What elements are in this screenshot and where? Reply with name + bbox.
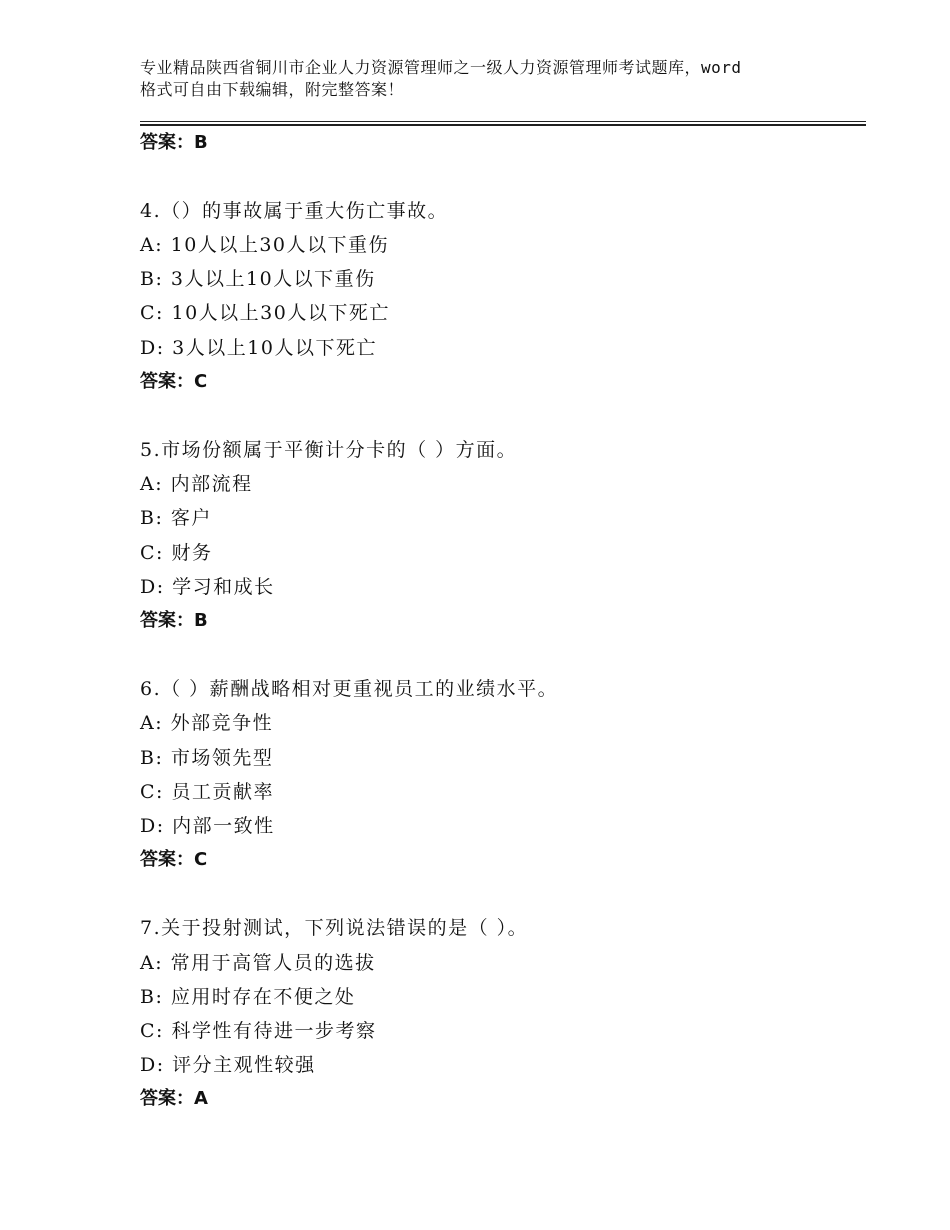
option-d: D: 内部一致性: [140, 815, 275, 837]
option-b: B: 3人以上10人以下重伤: [140, 268, 376, 290]
option-d: D: 3人以上10人以下死亡: [140, 337, 377, 359]
option-c: C: 10人以上30人以下死亡: [140, 302, 390, 324]
answer-line: 答案：C: [140, 371, 208, 392]
answer-line: 答案：A: [140, 1088, 208, 1109]
question-stem: 4.（）的事故属于重大伤亡事故。: [140, 200, 449, 222]
answer-line: 答案：C: [140, 849, 208, 870]
option-a: A: 内部流程: [140, 473, 253, 495]
option-c: C: 财务: [140, 542, 213, 564]
question-stem: 7.关于投射测试，下列说法错误的是（ ）。: [140, 917, 529, 939]
option-c: C: 员工贡献率: [140, 781, 274, 803]
option-b: B: 市场领先型: [140, 747, 274, 769]
option-d: D: 学习和成长: [140, 576, 275, 598]
header-divider-thick: [140, 124, 866, 126]
header-line-1: 专业精品陕西省铜川市企业人力资源管理师之一级人力资源管理师考试题库，word: [140, 58, 742, 77]
question-stem: 6.（ ）薪酬战略相对更重视员工的业绩水平。: [140, 678, 559, 700]
option-c: C: 科学性有待进一步考察: [140, 1020, 377, 1042]
page-header: [140, 57, 840, 101]
header-line-2: 格式可自由下载编辑，附完整答案！: [140, 80, 405, 99]
answer-line: 答案：B: [140, 132, 208, 153]
option-a: A: 10人以上30人以下重伤: [140, 234, 390, 256]
option-d: D: 评分主观性较强: [140, 1054, 316, 1076]
question-stem: 5.市场份额属于平衡计分卡的（ ）方面。: [140, 439, 518, 461]
option-b: B: 应用时存在不便之处: [140, 986, 356, 1008]
option-a: A: 外部竞争性: [140, 712, 274, 734]
option-a: A: 常用于高管人员的选拔: [140, 952, 376, 974]
option-b: B: 客户: [140, 507, 212, 529]
answer-line: 答案：B: [140, 610, 208, 631]
header-divider-thin: [140, 121, 866, 122]
